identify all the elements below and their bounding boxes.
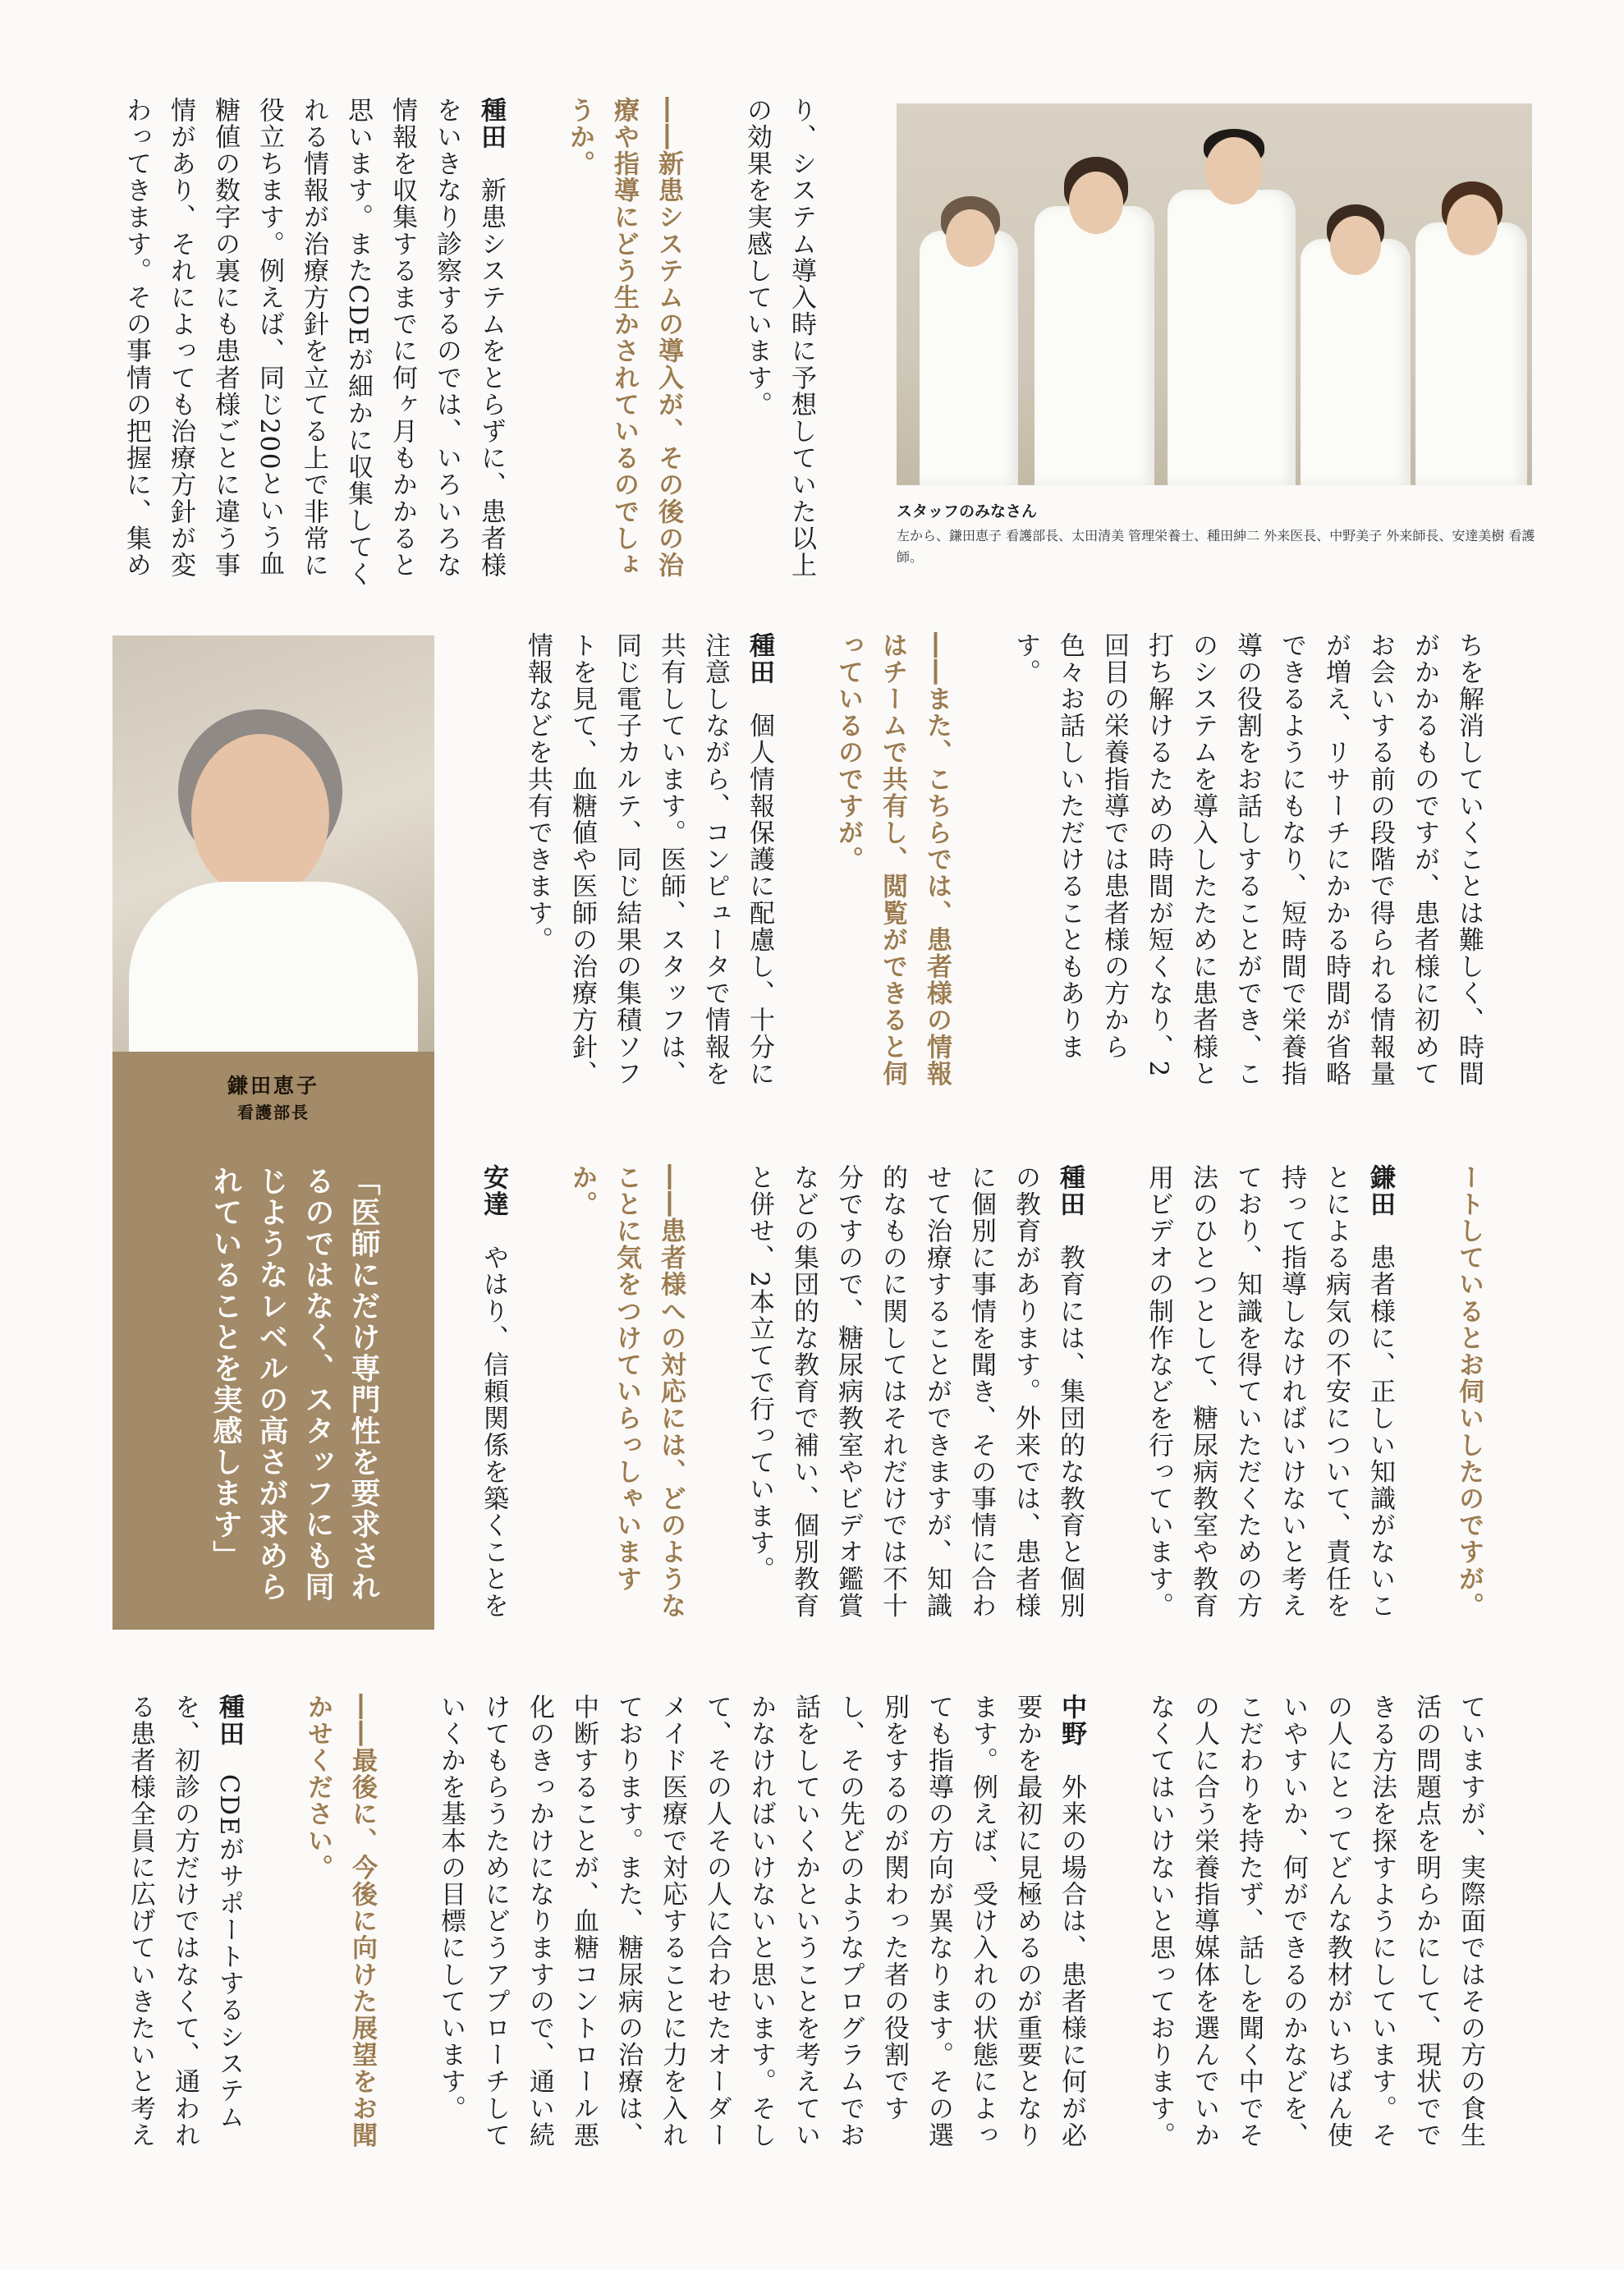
profile-role: 看護部長	[237, 1103, 310, 1122]
speaker-name: 中野	[1057, 1694, 1086, 1748]
interview-question: ートしているとお伺いしたのですが。	[1454, 1164, 1484, 1620]
speaker-name: 鎌田	[1365, 1164, 1395, 1218]
paragraph: 新患システムをとらずに、患者様をいきなり診察するのでは、いろいろな情報を収集するまでに何ヶ月もかかると思います。またCDEが細かに収集してくれる情報が治療方針を立てる上で非常に役立ちます。例えば、同じ200という血糖値の数字の裏にも患者様ごとに違う事情があり、それによっても治療方針が変わってきます。その事情の把握に、集め	[122, 97, 506, 588]
text-block-tier2	[468, 632, 1535, 1100]
interview-question: ――新患システムの導入が、その後の治療や指導にどう生かされているのでしょうか。	[565, 97, 683, 579]
portrait-photo	[112, 635, 434, 1052]
staff-figure	[1292, 157, 1415, 485]
paragraph: 外来の場合は、患者様に何が必要かを最初に見極めるのが重要となります。例えば、受け入れの状態によっても指導の方向が異なります。その選別をするのが関わった者の役割ですし、その先どのようなプログラムでお話をしていくかということを考えていかなければいけないと思います。そして、その人その人に合わせたオーダーメイド医療で対応することに力を入れております。また、糖尿病の治療は、中断することが、血糖コントロール悪化のきっかけになりますので、通い続けてもらうためにどうアプローチしていくかを基本の目標にしています。	[436, 1694, 1086, 2149]
profile-name: 鎌田恵子	[227, 1074, 319, 1098]
photo-caption-title: スタッフのみなさん	[897, 502, 1038, 520]
interview-question: ――患者様への対応には、どのようなことに気をつけていらっしゃいますか。	[567, 1164, 686, 1620]
staff-figure	[1028, 124, 1159, 485]
interview-question: ――最後に、今後に向けた展望をお聞かせください。	[303, 1694, 377, 2149]
staff-group-photo	[897, 103, 1532, 485]
pull-quote: 「医師にだけ専門性を要求されるのではなく、スタッフにも同じようなレベルの高さが求められていることを実感します」	[209, 1166, 380, 1603]
text-block-tier1	[112, 97, 868, 589]
paragraph: ちを解消していくことは難しく、時間がかかるものですが、患者様に初めてお会いする前の段階で得られる情報量が増え、リサーチにかかる時間が省略できるようにもなり、短時間で栄養指導の役割をお話しすることができ、このシステムを導入したために患者様と打ち解けるための時間が短くなり、2回目の栄養指導では患者様の方から色々お話しいただけることもあります。	[1011, 632, 1484, 1088]
text-block-tier4	[112, 1694, 1537, 2162]
staff-figure	[1161, 108, 1301, 485]
staff-figure	[911, 140, 1026, 485]
paragraph: やはり、信頼関係を築くことを	[479, 1244, 508, 1620]
text-block-tier3	[468, 1164, 1535, 1632]
speaker-name: 種田	[1055, 1164, 1085, 1218]
paragraph: CDEがサポートするシステムを、初診の方だけではなくて、通われる患者様全員に広げていきたいと考え	[126, 1694, 244, 2149]
photo-caption-text: 左から、鎌田恵子 看護部長、太田清美 管理栄養士、種田紳二 外来医長、中野美子 外来師長、安達美樹 看護師。	[897, 528, 1535, 565]
paragraph: ていますが、実際面ではその方の食生活の問題点を明らかにして、現状でできる方法を探すようにしています。その人にとってどんな教材がいちばん使いやすいか、何ができるのかなどを、こだわりを持たず、話しを聞く中でその人に合う栄養指導媒体を選んでいかなくてはいけないと思っております。	[1145, 1694, 1485, 2149]
interview-question: ――また、こちらでは、患者様の情報はチームで共有し、閲覧ができると伺っているのですが。	[833, 632, 952, 1088]
staff-figure	[1409, 140, 1532, 485]
paragraph: 教育には、集団的な教育と個別の教育があります。外来では、患者様に個別に事情を聞き、その事情に合わせて治療することができますが、知識的なものに関してはそれだけでは不十分ですので、糖尿病教室やビデオ鑑賞などの集団的な教育で補い、個別教育と併せ、2本立てで行っています。	[745, 1164, 1085, 1620]
speaker-name: 種田	[745, 632, 774, 686]
paragraph: 患者様に、正しい知識がないことによる病気の不安について、責任を持って指導しなければいけないと考えており、知識を得ていただくための方法のひとつとして、糖尿病教室や教育用ビデオの制作などを行っています。	[1144, 1164, 1395, 1620]
paragraph: 個人情報保護に配慮し、十分に注意しながら、コンピュータで情報を共有しています。医師、スタッフは、同じ電子カルテ、同じ結果の集積ソフトを見て、血糖値や医師の治療方針、情報などを共有できます。	[523, 632, 774, 1088]
speaker-name: 種田	[214, 1694, 244, 1748]
speaker-name: 種田	[476, 97, 506, 151]
speaker-name: 安達	[479, 1164, 508, 1218]
paragraph: り、システム導入時に予想していた以上の効果を実感しています。	[742, 97, 816, 579]
